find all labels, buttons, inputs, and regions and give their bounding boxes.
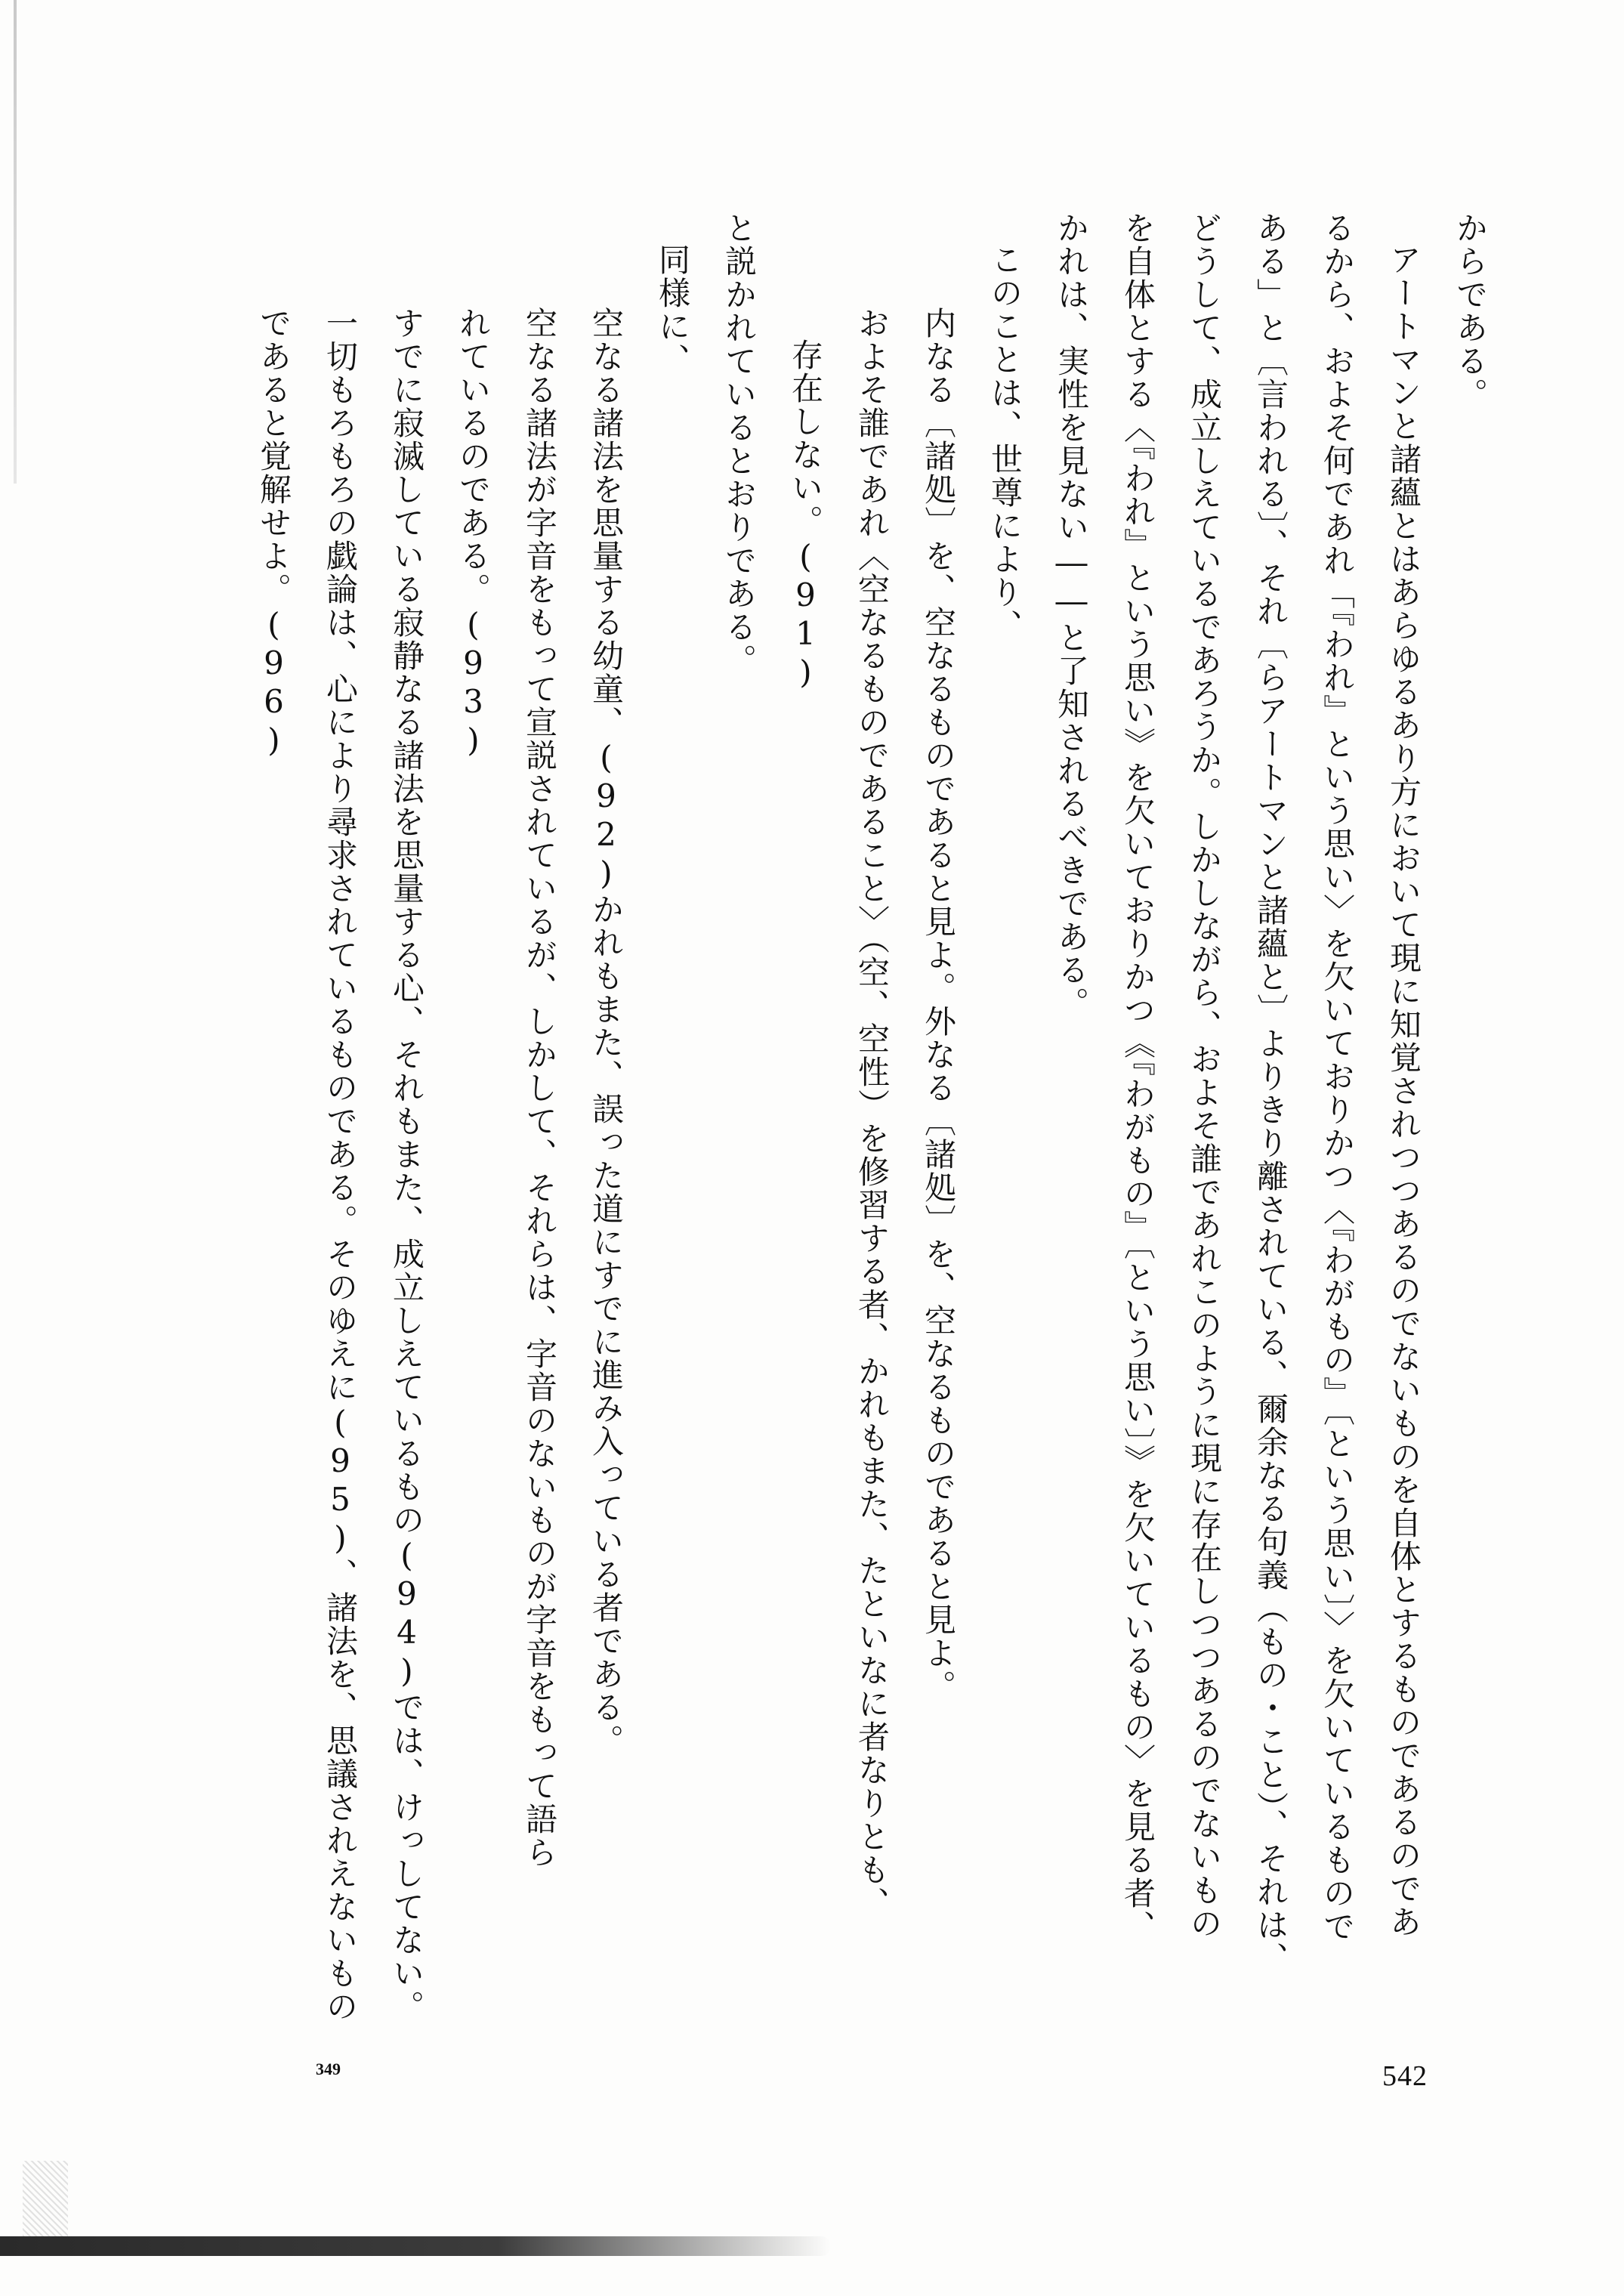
text-line: このことは、世尊により、	[986, 243, 1023, 642]
verse-line: であると覚解せよ。(96)	[255, 307, 292, 760]
scan-corner-noise	[23, 2161, 68, 2236]
small-page-mark: 349	[316, 2060, 341, 2078]
scan-left-edge	[14, 0, 17, 484]
scan-bottom-smudge	[0, 2236, 831, 2256]
verse-line: れているのである。(93)	[455, 307, 492, 760]
text-line: ある」と〔言われる〕、それ〔らアートマンと諸蘊と〕よりきり離されている、爾余なる句義（もの・こと）、それは、	[1252, 212, 1289, 1975]
verse-line: 空なる諸法が字音をもって宣説されているが、しかして、それらは、字音のないものが字音をもって語ら	[521, 307, 558, 1869]
text-line: アートマンと諸蘊とはあらゆるあり方において現に知覚されつつあるのでないものを自体とするものであるのであ	[1385, 243, 1422, 1939]
text-line: るから、およそ何であれ「『われ』という思い〉を欠いておりかつ〈『わがもの』〔という思い〕〉を欠いているもので	[1319, 212, 1356, 1943]
text-line: かれは、実性を見ない――と了知されるべきである。	[1053, 212, 1090, 1020]
verse-line: 内なる〔諸処〕を、空なるものであると見よ。外なる〔諸処〕を、空なるものであると見よ。	[920, 307, 957, 1703]
vertical-text-block	[240, 212, 1503, 2055]
verse-line: およそ誰であれ〈空なるものであること〉（空、空性）を修習する者、かれもまた、たといなに者なりとも、	[854, 307, 891, 1920]
verse-line: 空なる諸法を思量する幼童、(92)かれもまた、誤った道にすでに進み入っている者である。	[588, 307, 625, 1757]
text-line: と説かれているとおりである。	[721, 212, 758, 677]
text-line: を自体とする〈『われ』という思い》を欠いておりかつ《『わがもの』〔という思い〕》を欠いているもの〉を見る者、	[1119, 212, 1156, 1943]
text-line: どうして、成立しえているであろうか。しかしながら、およそ誰であれこのように現に存在しつつあるのでないもの	[1186, 212, 1223, 1940]
verse-line: 存在しない。(91)	[787, 338, 824, 692]
verse-line: すでに寂滅している寂静なる諸法を思量する心、それもまた、成立しえているもの(94)では、けっしてない。	[388, 307, 425, 2023]
text-line: からである。	[1452, 212, 1489, 411]
page-number: 542	[1382, 2060, 1428, 2092]
text-line: 同様に、	[654, 243, 691, 376]
verse-line: 一切もろもろの戯論は、心により尋求されているものである。そのゆえに(95)、諸法を、思議されえないもの	[322, 307, 359, 2023]
